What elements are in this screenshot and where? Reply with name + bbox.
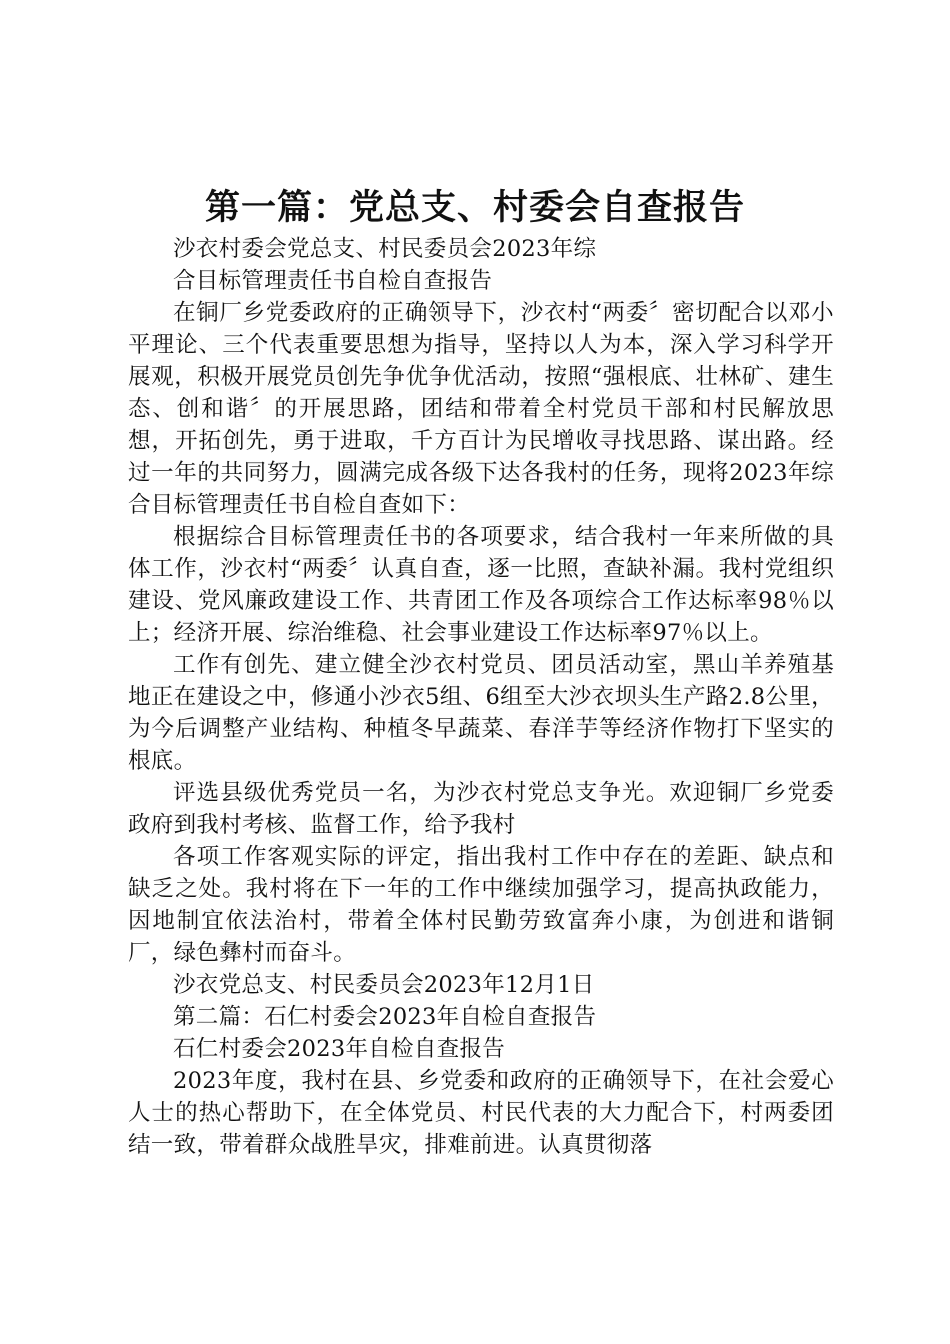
document-body bbox=[128, 233, 834, 1161]
report-heading-line-2: 合目标管理责任书自检自查报告 bbox=[173, 268, 493, 294]
self-check-paragraph: 根据综合目标管理责任书的各项要求，结合我村一年来所做的具体工作，沙衣村“两委〞认真自查，逐一比照，查缺补漏。我村党组织建设、党风廉政建设工作、共青团工作及各项综合工作达标率98％以上；经济开展、综治维稳、社会事业建设工作达标率97％以上。 bbox=[128, 524, 834, 646]
intro-paragraph: 在铜厂乡党委政府的正确领导下，沙衣村“两委〞密切配合以邓小平理论、三个代表重要思想为指导，坚持以人为本，深入学习科学开展观，积极开展党员创先争优争优活动，按照“强根底、壮林矿、建生态、创和谐〞的开展思路，团结和带着全村党员干部和村民解放思想，开拓创先，勇于进取，千方百计为民增收寻找思路、谋出路。经过一年的共同努力，圆满完成各级下达各我村的任务，现将2023年综合目标管理责任书自检自查如下： bbox=[128, 300, 834, 518]
second-report-heading: 石仁村委会2023年自检自查报告 bbox=[173, 1036, 506, 1062]
document-title: 第一篇：党总支、村委会自查报告 bbox=[204, 187, 745, 228]
achievements-paragraph: 工作有创先、建立健全沙衣村党员、团员活动室，黑山羊养殖基地正在建设之中，修通小沙衣5组、6组至大沙衣坝头生产路2.8公里，为今后调整产业结构、种植冬早蔬菜、春洋芋等经济作物打下坚实的根底。 bbox=[128, 652, 834, 774]
evaluation-paragraph: 评选县级优秀党员一名，为沙衣村党总支争光。欢迎铜厂乡党委政府到我村考核、监督工作，给予我村 bbox=[128, 780, 834, 838]
second-report-paragraph: 2023年度，我村在县、乡党委和政府的正确领导下，在社会爱心人士的热心帮助下，在全体党员、村民代表的大力配合下，村两委团结一致，带着群众战胜旱灾，排难前进。认真贯彻落 bbox=[128, 1068, 834, 1158]
second-article-title: 第二篇：石仁村委会2023年自检自查报告 bbox=[173, 1004, 597, 1030]
report-heading-line-1: 沙衣村委会党总支、村民委员会2023年综 bbox=[173, 236, 597, 262]
signature-date: 沙衣党总支、村民委员会2023年12月1日 bbox=[173, 972, 595, 998]
closing-paragraph: 各项工作客观实际的评定，指出我村工作中存在的差距、缺点和缺乏之处。我村将在下一年的工作中继续加强学习，提高执政能力，因地制宜依法治村，带着全体村民勤劳致富奔小康，为创进和谐铜厂，绿色彝村而奋斗。 bbox=[128, 844, 834, 966]
